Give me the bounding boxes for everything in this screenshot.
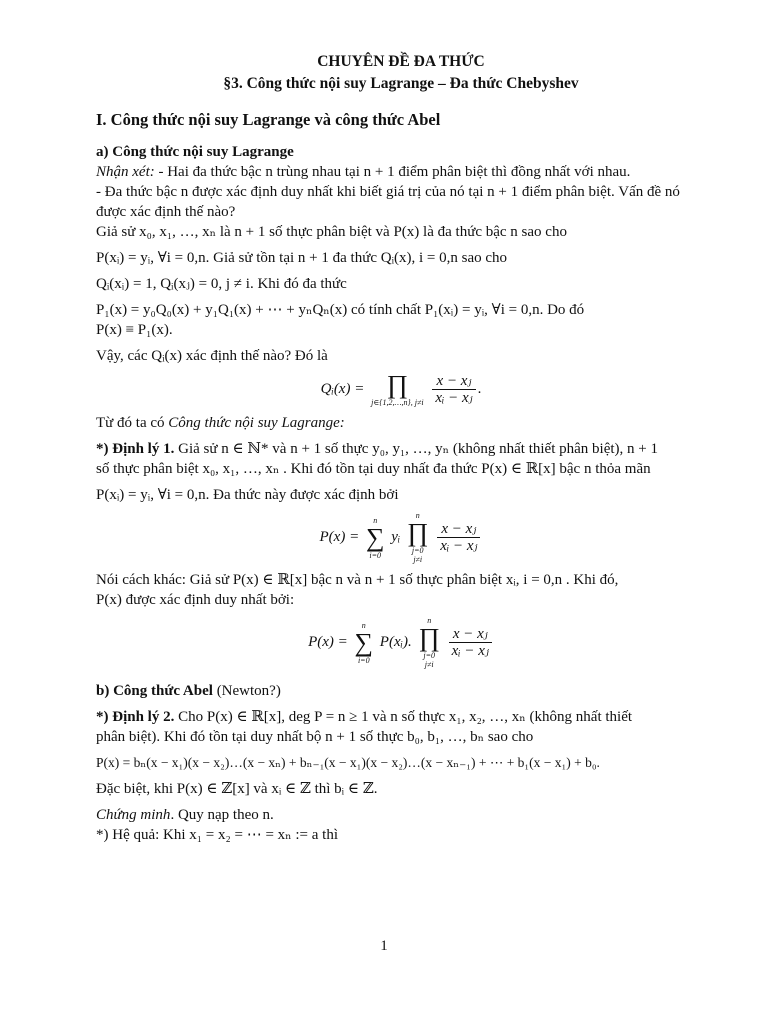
product3-bottom-1: j=0: [423, 651, 435, 660]
document-subtitle: §3. Công thức nội suy Lagrange – Đa thức Chebyshev: [223, 75, 579, 92]
theorem-1-label: *) Định lý 1.: [96, 441, 175, 457]
product-sign-3: ∏: [418, 623, 440, 652]
product-top: n: [415, 511, 420, 520]
lagrange-numerator: x − xⱼ: [437, 521, 480, 538]
proof-text: . Quy nạp theo n.: [170, 807, 274, 823]
equivalence-line: P(x) ≡ P₁(x).: [96, 322, 173, 338]
theorem-1-line-2: số thực phân biệt x₀, x₁, …, xₙ . Khi đó tồn tại duy nhất đa thức P(x) ∈ ℝ[x] bậc n thỏa mãn: [96, 461, 651, 477]
corollary-line: *) Hệ quả: Khi x₁ = x₂ = ⋯ = xₙ := a thì: [96, 827, 339, 843]
theorem-2-text-1: Cho P(x) ∈ ℝ[x], deg P = n ≥ 1 và n số thực x₁, x₂, …, xₙ (không nhất thiết: [174, 709, 633, 725]
sum2-top: n: [361, 620, 366, 630]
lagrange2-numerator: x − xⱼ: [449, 626, 492, 643]
page-number: 1: [380, 938, 388, 954]
product3-bottom-2: j≠i: [424, 660, 434, 669]
subsection-heading-b: [96, 681, 706, 701]
lagrange2-p: P(xᵢ).: [379, 633, 412, 650]
from-italic: Công thức nội suy Lagrange:: [168, 415, 345, 431]
theorem-1-text-1: Giả sử n ∈ ℕ* và n + 1 số thực y₀, y₁, …, yₙ (không nhất thiết phân biệt), n + 1: [174, 441, 658, 457]
lagrange-formula-2: [96, 616, 706, 669]
product-operator-3: [418, 616, 439, 669]
q-formula: Qᵢ(x) = ∏ j∈{1,2,…,n}, j≠i $\frac{\text{x − xⱼ}}{\text{xᵢ − xⱼ}}$ .: [320, 370, 482, 407]
document-title: CHUYÊN ĐỀ ĐA THỨC: [317, 53, 485, 70]
sum-operator-2: [355, 621, 374, 665]
theorem-1-line-3: P(xᵢ) = yᵢ, ∀i = 0,n. Đa thức này được xác định bởi: [96, 487, 399, 503]
other-words-line-2: P(x) được xác định duy nhất bởi:: [96, 592, 295, 608]
product-sign: ∏: [386, 370, 409, 399]
lagrange-formula: [96, 511, 706, 564]
fraction-denominator: xᵢ − xⱼ: [435, 390, 473, 406]
lagrange-fraction: [437, 521, 480, 554]
product-bottom-1: j=0: [411, 546, 424, 555]
product-sign-2: ∏: [407, 518, 429, 547]
sub-b-normal: (Newton?): [212, 683, 281, 699]
lagrange-lhs: P(x) =: [319, 528, 360, 545]
question-line: Vậy, các Qᵢ(x) xác định thế nào? Đó là: [96, 348, 328, 364]
theorem-2-line-1: [96, 707, 706, 727]
product-operator-2: [407, 511, 428, 564]
theorem-2-label: *) Định lý 2.: [96, 709, 175, 725]
sum-bottom: i=0: [369, 550, 382, 560]
q-condition-line: Qᵢ(xᵢ) = 1, Qᵢ(xⱼ) = 0, j ≠ i. Khi đó đa thức: [96, 276, 347, 292]
theorem-2-line-2: phân biệt). Khi đó tồn tại duy nhất bộ n + 1 số thực b₀, b₁, …, bₙ sao cho: [96, 729, 534, 745]
suppose-paragraph: Giả sử x₀, x₁, …, xₙ là n + 1 số thực phân biệt và P(x) là đa thức bậc n sao cho: [96, 224, 567, 240]
lagrange-denominator: xᵢ − xⱼ: [440, 538, 478, 554]
sum2-bottom: i=0: [357, 655, 370, 665]
product-subscript: j∈{1,2,…,n}, j≠i: [371, 398, 424, 407]
document-page: [96, 52, 706, 845]
proof-label: Chứng minh: [96, 807, 171, 823]
product-bottom-2: j≠i: [413, 555, 423, 564]
lagrange2-denominator: xᵢ − xⱼ: [451, 643, 489, 659]
proof-line: [96, 805, 706, 825]
lagrange2-lhs: P(x) =: [308, 633, 348, 650]
lagrange-y: yᵢ: [391, 528, 401, 545]
sum-top: n: [373, 515, 378, 525]
sub-b-bold: b) Công thức Abel: [96, 683, 213, 699]
sum-sign-2: ∑: [354, 627, 374, 657]
abel-formula: P(x) = bₙ(x − x₁)(x − x₂)…(x − xₙ) + bₙ₋₁(x − x₁)(x − x₂)…(x − xₙ₋₁) + ⋯ + b₁(x − x₁) + b₀.: [96, 755, 600, 770]
remark-line-2: - Đa thức bậc n được xác định duy nhất khi biết giá trị của nó tại n + 1 điểm phân biệt. Vấn đề nó được xác định thế nào?: [96, 184, 680, 220]
sum-sign: ∑: [365, 522, 385, 552]
q-formula-lhs: Qᵢ(x) =: [320, 380, 365, 397]
p1-definition-line: P₁(x) = y₀Q₀(x) + y₁Q₁(x) + ⋯ + yₙQₙ(x) có tính chất P₁(xᵢ) = yᵢ, ∀i = 0,n. Do đó: [96, 302, 585, 318]
special-case-line: Đặc biệt, khi P(x) ∈ ℤ[x] và xᵢ ∈ ℤ thì bᵢ ∈ ℤ.: [96, 781, 378, 797]
fraction-numerator: x − xⱼ: [432, 373, 475, 390]
remark-text-1: - Hai đa thức bậc n trùng nhau tại n + 1 điểm phân biệt thì đồng nhất với nhau.: [154, 164, 631, 180]
sum-operator: [366, 516, 385, 560]
remark-label: Nhận xét:: [96, 164, 155, 180]
theorem-1-line-1: [96, 439, 706, 459]
product3-top: n: [427, 616, 432, 625]
condition-line: P(xᵢ) = yᵢ, ∀i = 0,n. Giả sử tồn tại n + 1 đa thức Qᵢ(x), i = 0,n sao cho: [96, 250, 508, 266]
subsection-heading-a: a) Công thức nội suy Lagrange: [96, 144, 294, 160]
other-words-line-1: Nói cách khác: Giả sử P(x) ∈ ℝ[x] bậc n và n + 1 số thực phân biệt xᵢ, i = 0,n . Khi đó,: [96, 572, 619, 588]
lagrange2-fraction: [449, 626, 492, 659]
q-formula-fraction: [432, 373, 475, 406]
from-label: Từ đó ta có: [96, 415, 169, 431]
remark-line-1: [96, 162, 706, 182]
product-operator: [371, 372, 424, 407]
from-line: [96, 413, 706, 433]
section-heading-i: I. Công thức nội suy Lagrange và công thức Abel: [96, 110, 441, 129]
